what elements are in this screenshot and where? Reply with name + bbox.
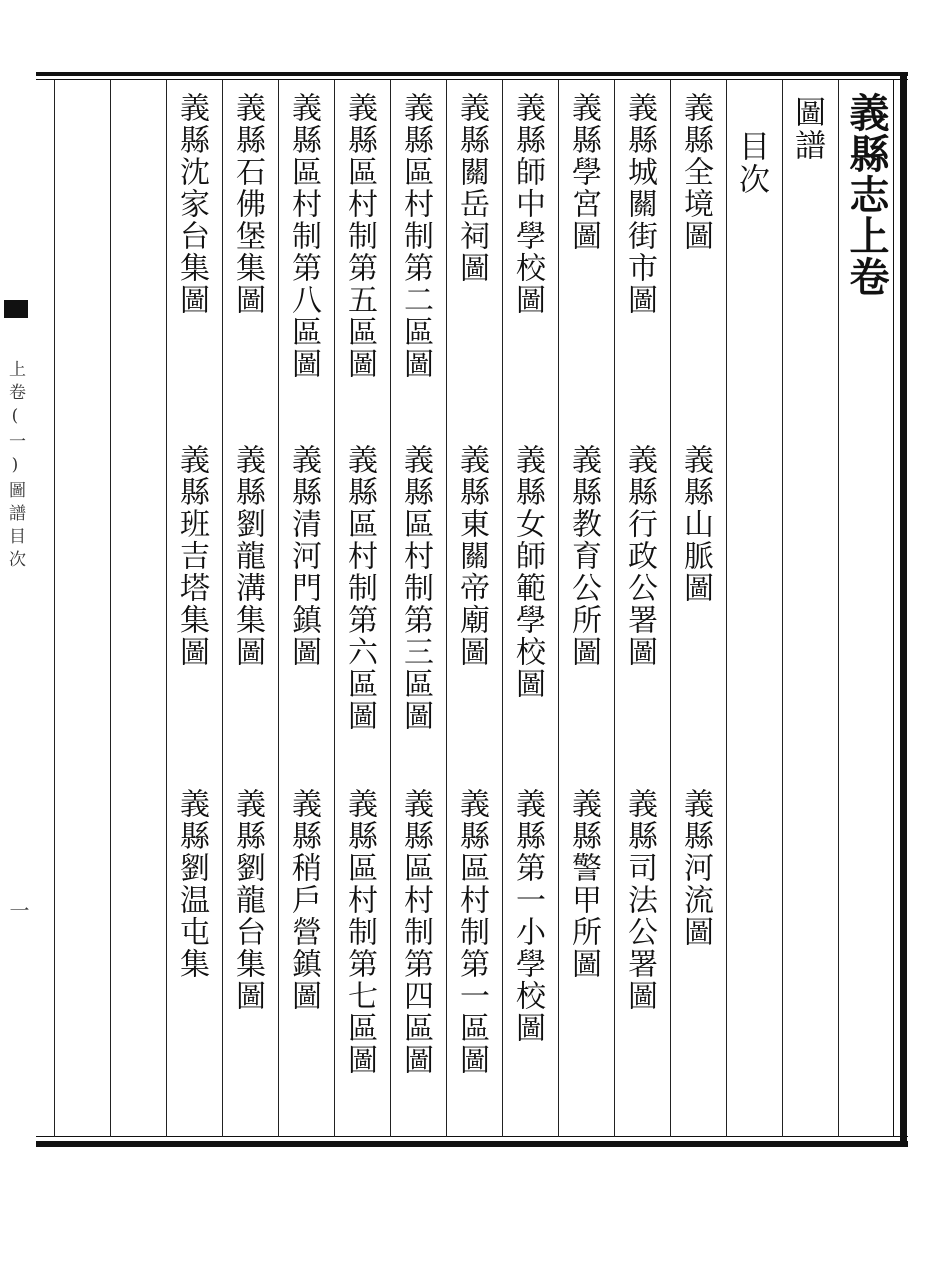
column-divider: [334, 80, 335, 1137]
toc-entry: 義縣劉温屯集: [174, 788, 209, 980]
column-divider: [614, 80, 615, 1137]
page-gutter: [0, 80, 36, 1137]
column-divider: [502, 80, 503, 1137]
toc-entry: 義縣學宮圖: [566, 92, 601, 252]
column-divider: [838, 80, 839, 1137]
column-divider: [110, 80, 111, 1137]
toc-entry: 義縣區村制第三區圖: [398, 444, 433, 732]
toc-entry: 義縣區村制第一區圖: [454, 788, 489, 1076]
section-heading: 圖譜: [789, 96, 825, 162]
toc-entry: 義縣行政公署圖: [622, 444, 657, 668]
column-divider: [390, 80, 391, 1137]
column-divider: [726, 80, 727, 1137]
column-divider: [670, 80, 671, 1137]
toc-entry: 義縣區村制第七區圖: [342, 788, 377, 1076]
column-divider: [222, 80, 223, 1137]
toc-entry: 義縣區村制第五區圖: [342, 92, 377, 380]
column-divider: [782, 80, 783, 1137]
toc-entry: 義縣城關街市圖: [622, 92, 657, 316]
toc-entry: 義縣山脈圖: [678, 444, 713, 604]
column-divider: [446, 80, 447, 1137]
gutter-page-number: 一: [6, 900, 30, 926]
toc-entry: 義縣師中學校圖: [510, 92, 545, 316]
toc-entry: 義縣稍戶營鎮圖: [286, 788, 321, 1012]
column-divider: [558, 80, 559, 1137]
column-divider: [166, 80, 167, 1137]
toc-entry: 義縣區村制第二區圖: [398, 92, 433, 380]
toc-entry: 義縣劉龍溝集圖: [230, 444, 265, 668]
page-title: 義縣志上卷: [843, 92, 890, 297]
toc-entry: 義縣區村制第六區圖: [342, 444, 377, 732]
toc-entry: 義縣河流圖: [678, 788, 713, 948]
toc-entry: 義縣清河門鎮圖: [286, 444, 321, 668]
toc-entry: 義縣司法公署圖: [622, 788, 657, 1012]
frame-right-rule: [900, 72, 907, 1147]
subsection-heading: 目次: [733, 130, 769, 196]
frame-top-rule: [36, 72, 908, 76]
toc-entry: 義縣教育公所圖: [566, 444, 601, 668]
toc-entry: 義縣石佛堡集圖: [230, 92, 265, 316]
toc-entry: 義縣女師範學校圖: [510, 444, 545, 700]
toc-entry: 義縣全境圖: [678, 92, 713, 252]
frame-right-thin-rule: [893, 80, 894, 1137]
toc-entry: 義縣區村制第四區圖: [398, 788, 433, 1076]
column-divider: [278, 80, 279, 1137]
toc-entry: 義縣第一小學校圖: [510, 788, 545, 1044]
toc-entry: 義縣警甲所圖: [566, 788, 601, 980]
toc-entry: 義縣東關帝廟圖: [454, 444, 489, 668]
frame-bottom-rule: [36, 1141, 908, 1147]
column-divider: [54, 80, 55, 1137]
toc-entry: 義縣區村制第八區圖: [286, 92, 321, 380]
fish-tail-mark: [4, 300, 28, 318]
toc-entry: 義縣班吉塔集圖: [174, 444, 209, 668]
toc-entry: 義縣劉龍台集圖: [230, 788, 265, 1012]
toc-entry: 義縣沈家台集圖: [174, 92, 209, 316]
toc-entry: 義縣關岳祠圖: [454, 92, 489, 284]
gutter-chapter-label: 上卷(一)圖譜目次: [5, 360, 25, 573]
